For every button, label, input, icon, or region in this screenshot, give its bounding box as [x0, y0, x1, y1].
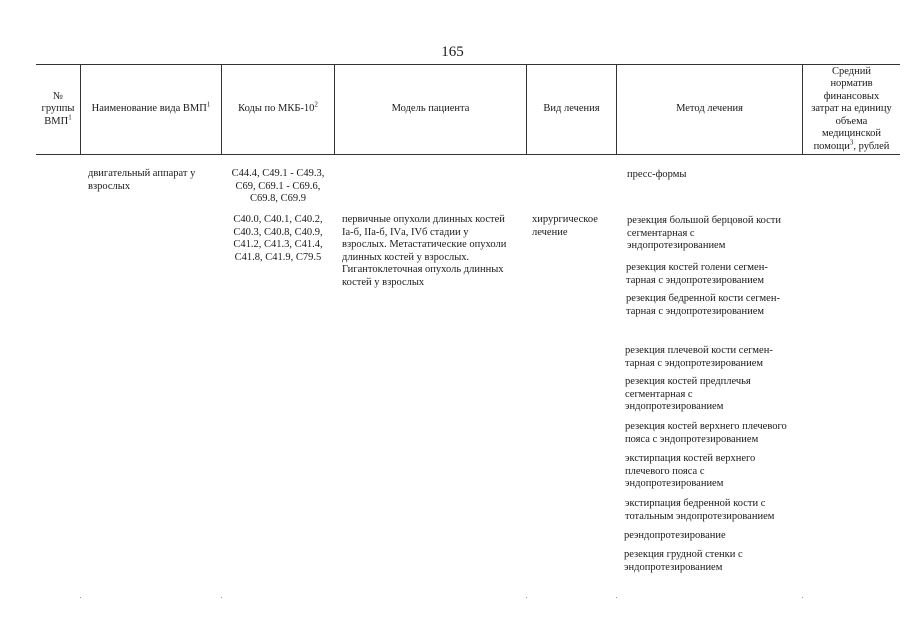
method-item: реэндопротезирование [624, 530, 726, 541]
scan-speck [526, 597, 527, 598]
header-average-cost: Средний норматив финансовых затрат на единицу объема медицинской помощи$^3$, рублей [811, 65, 892, 152]
icd-codes-cell: C40.0, C40.1, C40.2, C40.3, C40.8, C40.9, C41.2, C41.3, C41.4, C41.8, C41.9, C79.5 [233, 214, 323, 263]
method-item: резекция костей голени сегмен- тарная с эндопротезированием [626, 262, 768, 286]
header-patient-model: Модель пациента [391, 103, 470, 115]
method-item: резекция костей верхнего плечевого пояса с эндопротезированием [625, 421, 787, 445]
method-item: резекция грудной стенки с эндопротезированием [624, 549, 743, 573]
page-number: 165 [441, 44, 464, 60]
method-item: резекция бедренной кости сегмен- тарная с эндопротезированием [626, 293, 780, 317]
vmp-name-cell: двигательный аппарат у взрослых [88, 168, 196, 192]
header-bottom-border [36, 154, 900, 155]
icd-codes-cell: C44.4, C49.1 - C49.3, C69, C69.1 - C69.6, C69.8, C69.9 [231, 168, 325, 204]
method-item: экстирпация костей верхнего плечевого пояса с эндопротезированием [625, 453, 756, 489]
method-item: экстирпация бедренной кости с тотальным эндопротезированием [625, 498, 775, 522]
header-treatment-method: Метод лечения [676, 103, 743, 115]
method-cell: пресс-формы [627, 169, 687, 180]
header-icd-codes: Коды по МКБ-$10^2$ [238, 100, 318, 115]
header-vmp-name: Наименование вида ВМП$^1$ [91, 100, 211, 115]
scan-speck [802, 597, 803, 598]
treatment-type-cell: хирургическое лечение [532, 214, 598, 238]
header-treatment-type: Вид лечения [543, 103, 600, 115]
table-top-border [36, 64, 900, 65]
method-item: резекция плечевой кости сегмен- тарная с эндопротезированием [625, 345, 773, 369]
scan-speck [616, 597, 617, 598]
scan-speck [221, 597, 222, 598]
scan-speck [80, 597, 81, 598]
header-group-number: № группы ВМП$^1$ [41, 90, 75, 127]
method-item: резекция большой берцовой кости сегментарная с эндопротезированием [627, 215, 782, 251]
method-item: резекция костей предплечья сегментарная с эндопротезированием [625, 376, 751, 412]
patient-model-cell: первичные опухоли длинных костей Iа-б, IIа-б, IVа, IVб стадии у взрослых. Метастатические опухоли длинных костей у взрослых. Гигантоклеточная опухоль длинных костей у взрослых [342, 214, 507, 288]
